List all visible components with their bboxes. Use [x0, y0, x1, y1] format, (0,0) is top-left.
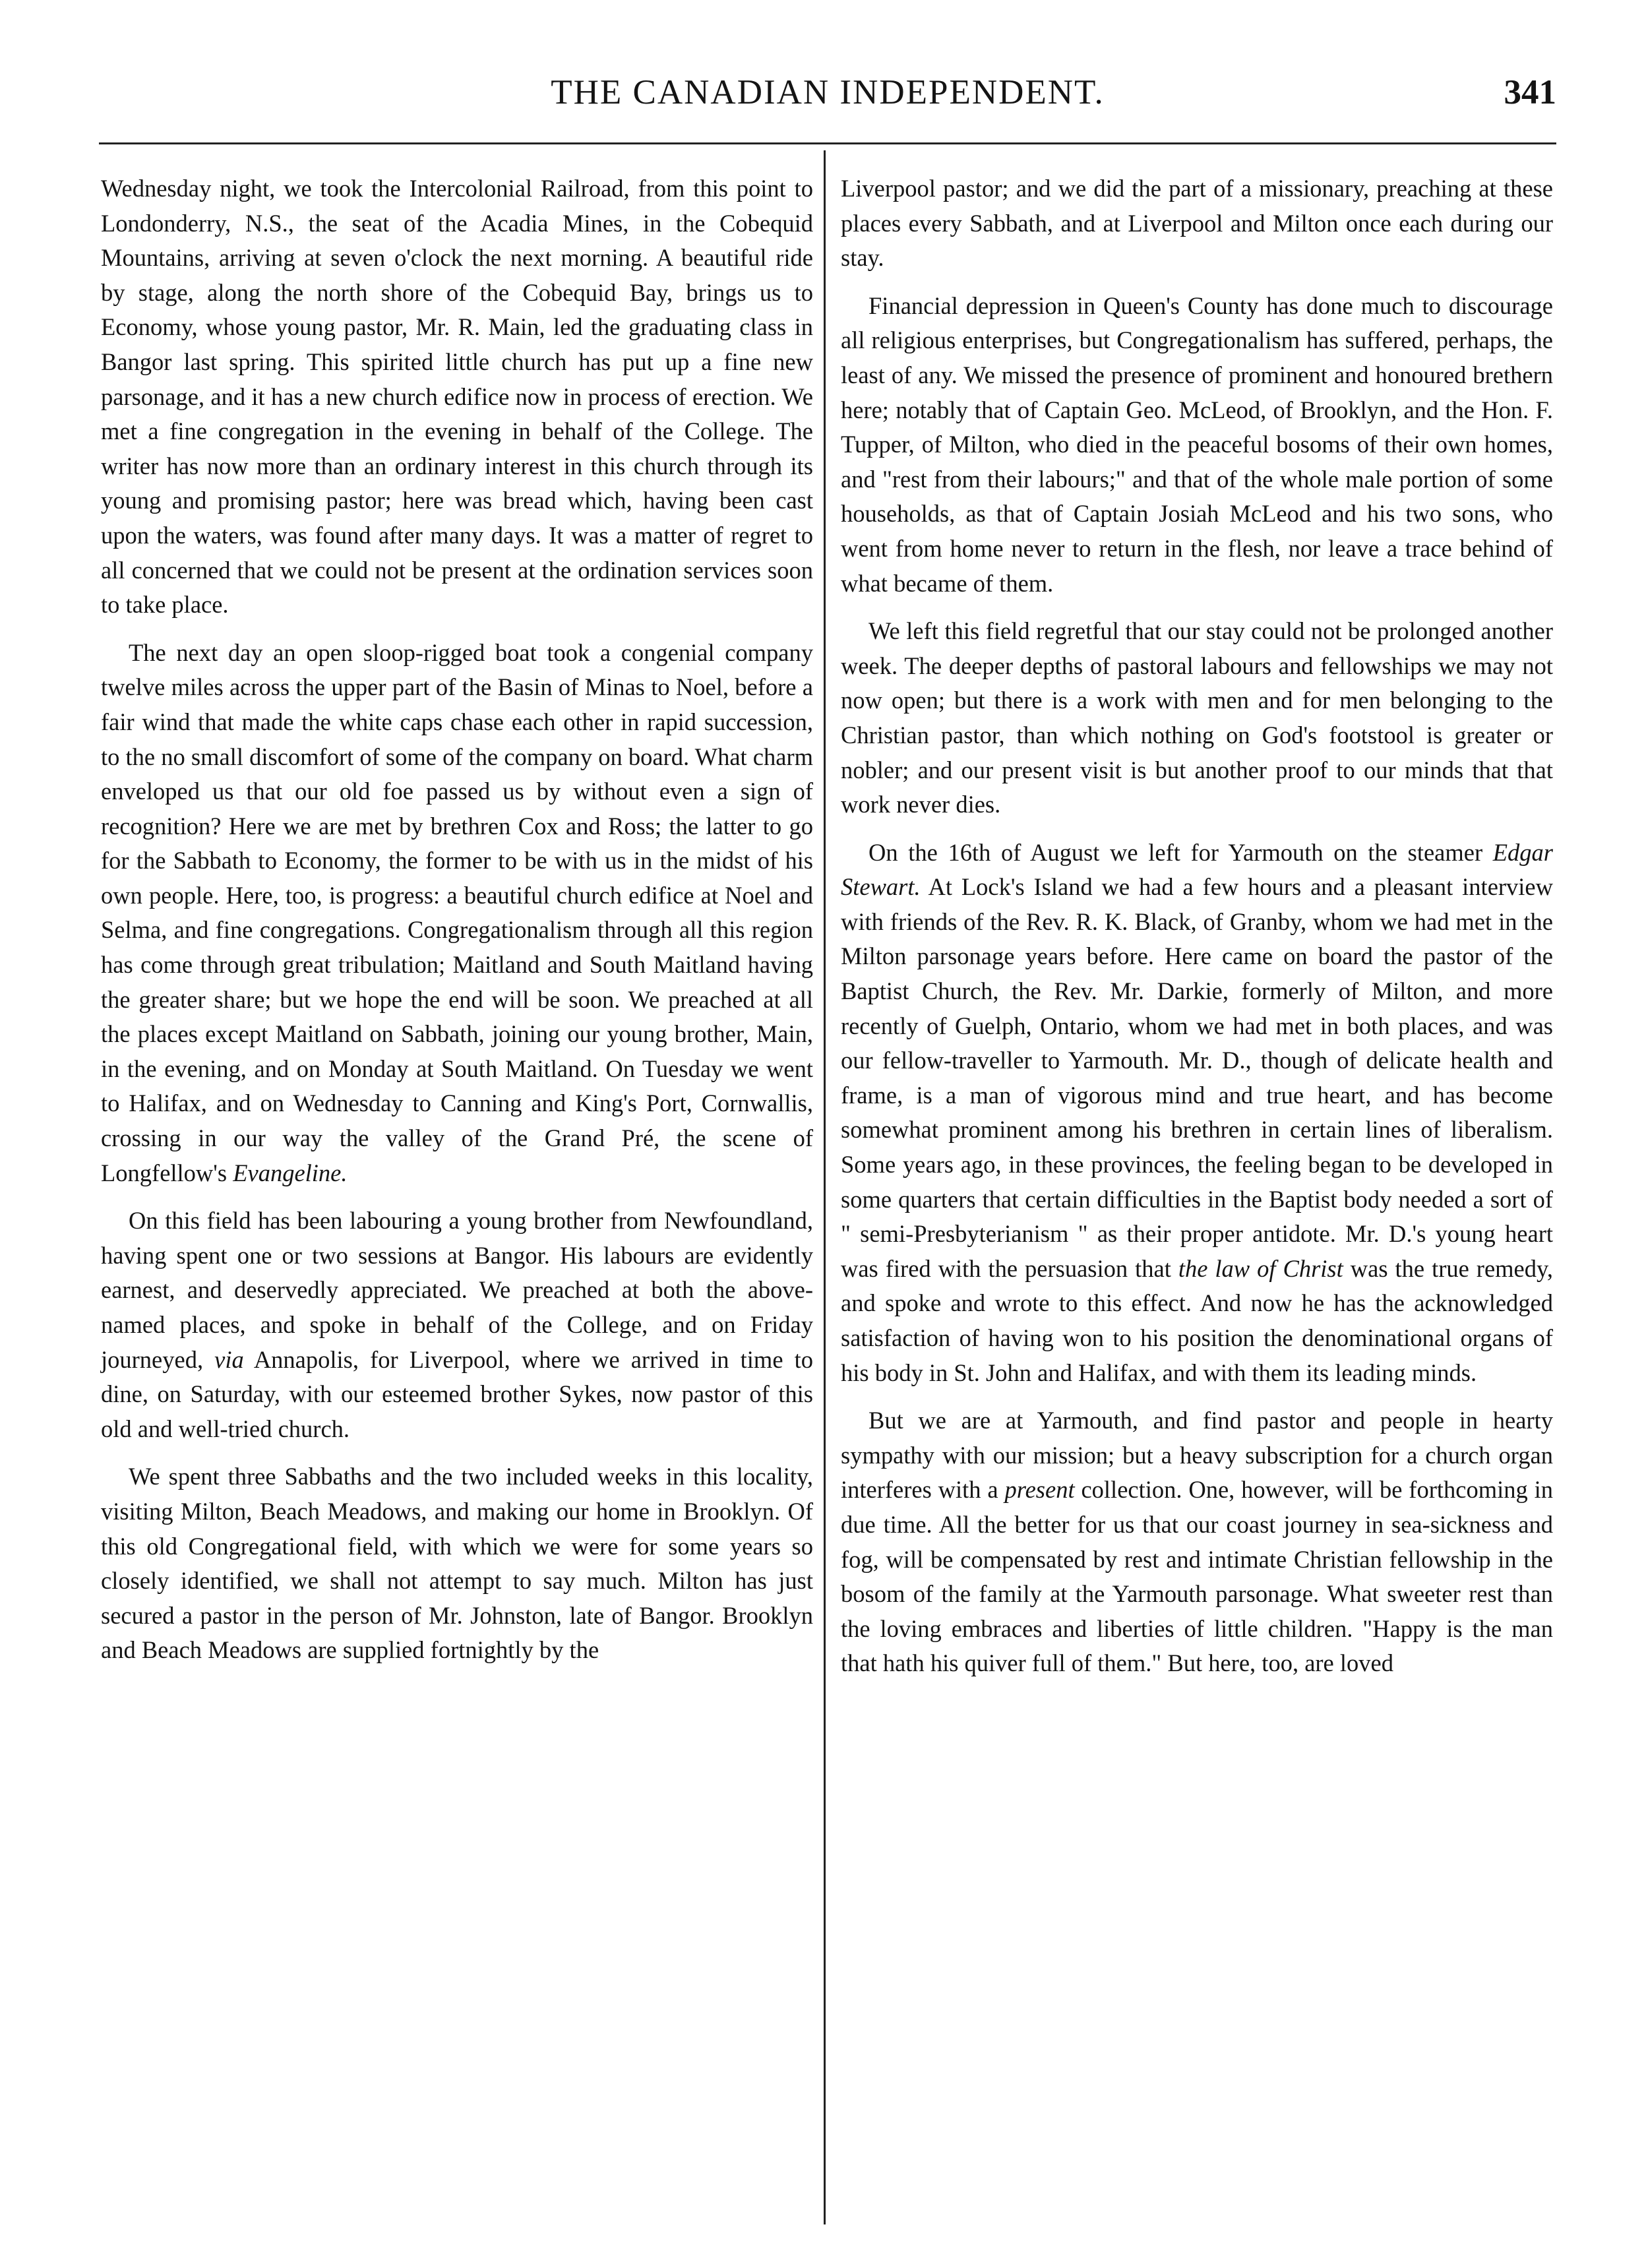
paragraph-text: collection. One, however, will be forthcoming in due time. All the better for us that our coast journey in sea-sickness and fog, will be compensated by rest and intimate Christian fellowship in the bosom of the family at the Yarmouth parsonage. What sweeter rest than the loving embraces and liberties of little children. "Happy is the man that hath his quiver full of them." But here, too, are loved	[841, 1476, 1553, 1677]
running-title: THE CANADIAN INDEPENDENT.	[551, 73, 1105, 111]
paragraph	[101, 1204, 813, 1446]
page-number: 341	[1504, 73, 1556, 111]
paragraph: We left this field regretful that our stay could not be prolonged another week. The deeper depths of pastoral labours and fellowships we may not now open; but there is a work with men and for men belonging to the Christian pastor, than which nothing on God's footstool is greater or nobler; and our present visit is but another proof to our minds that that work never dies.	[841, 617, 1553, 818]
right-column	[841, 171, 1553, 1694]
italic-phrase: the law of Christ	[1178, 1254, 1343, 1282]
paragraph	[841, 1403, 1553, 1681]
italic-word: present	[1004, 1476, 1075, 1504]
paragraph: Wednesday night, we took the Intercolonial Railroad, from this point to Londonderry, N.S., the seat of the Acadia Mines, in the Cobequid Mountains, arriving at seven o'clock the next morning. A beautiful ride by stage, along the north shore of the Cobequid Bay, brings us to Economy, whose young pastor, Mr. R. Main, led the graduating class in Bangor last spring. This spirited little church has put up a fine new parsonage, and it has a new church edifice now in process of erection. We met a fine congregation in the evening in behalf of the College. The writer has now more than an ordinary interest in this church through its young and promising pastor; here was bread which, having been cast upon the waters, was found after many days. It was a matter of regret to all concerned that we could not be present at the ordination services soon to take place.	[101, 175, 813, 619]
paragraph-text: The next day an open sloop-rigged boat took a congenial company twelve miles across the upper part of the Basin of Minas to Noel, before a fair wind that made the white caps chase each other in rapid succession, to the no small discomfort of some of the company on board. What charm enveloped us that our old foe passed us by without even a sign of recognition? Here we are met by brethren Cox and Ross; the latter to go for the Sabbath to Economy, the former to be with us in the midst of his own people. Here, too, is progress: a beautiful church edifice at Noel and Selma, and fine congregations. Congregationalism through all this region has come through great tribulation; Maitland and South Maitland having the greater share; but we hope the end will be soon. We preached at all the places except Maitland on Sabbath, joining our young brother, Main, in the evening, and on Monday at South Maitland. On Tuesday we went to Halifax, and on Wednesday to Canning and King's Port, Cornwallis, crossing in our way the valley of the Grand Pré, the scene of Longfellow's	[101, 638, 813, 1186]
paragraph: Financial depression in Queen's County has done much to discourage all religious enterprises, but Congregationalism has suffered, perhaps, the least of any. We missed the presence of prominent and honoured brethern here; notably that of Captain Geo. McLeod, of Brooklyn, and the Hon. F. Tupper, of Milton, who died in the peaceful bosoms of their own homes, and "rest from their labours;" and that of the whole male portion of some households, as that of Captain Josiah McLeod and his two sons, who went from home never to return in the flesh, nor leave a trace behind of what became of them.	[841, 291, 1553, 597]
paragraph	[101, 636, 813, 1191]
paragraph-text: On this field has been labouring a young brother from Newfoundland, having spent one or two sessions at Bangor. His labours are evidently earnest, and deservedly appreciated. We preached at both the above-named places, and spoke in behalf of the College, and on Friday journeyed,	[101, 1207, 813, 1373]
italic-ship-name: Edgar Stewart.	[841, 838, 1553, 901]
paragraph-text: On the 16th of August we left for Yarmouth on the steamer	[869, 838, 1493, 866]
paragraph-text: But we are at Yarmouth, and find pastor and people in hearty sympathy with our mission; but a heavy subscription for a church organ interferes with a	[841, 1407, 1553, 1504]
left-column	[101, 171, 813, 1681]
column-divider	[824, 150, 826, 2224]
paragraph: Liverpool pastor; and we did the part of a missionary, preaching at these places every Sabbath, and at Liverpool and Milton once each during our stay.	[841, 175, 1553, 272]
paragraph: We spent three Sabbaths and the two included weeks in this locality, visiting Milton, Beach Meadows, and making our home in Brooklyn. Of this old Congregational field, with which we were for some years so closely identified, we shall not attempt to say much. Milton has just secured a pastor in the person of Mr. Johnston, late of Bangor. Brooklyn and Beach Meadows are supplied fortnightly by the	[101, 1463, 813, 1664]
paragraph	[841, 836, 1553, 1391]
italic-term: via	[214, 1345, 244, 1373]
paragraph-text: was the true remedy, and spoke and wrote to this effect. And now he has the acknowledged satisfaction of having won to his position the denominational organs of his body in St. John and Halifax, and with them its leading minds.	[841, 1254, 1553, 1386]
running-head	[99, 66, 1556, 119]
italic-title: Evangeline.	[233, 1159, 348, 1186]
header-rule	[99, 142, 1556, 144]
paragraph-text: At Lock's Island we had a few hours and a pleasant interview with friends of the Rev. R. K. Black, of Granby, whom we had met in the Milton parsonage years before. Here came on board the pastor of the Baptist Church, the Rev. Mr. Darkie, formerly of Milton, and more recently of Guelph, Ontario, whom we had met in both places, and was our fellow-traveller to Yarmouth. Mr. D., though of delicate health and frame, is a man of vigorous mind and true heart, and has become somewhat prominent among his brethren in certain lines of liberalism. Some years ago, in these provinces, the feeling began to be developed in some quarters that certain difficulties in the Baptist body needed a sort of " semi-Presbyterianism " as their proper antidote. Mr. D.'s young heart was fired with the persuasion that	[841, 873, 1553, 1282]
paragraph-text: Annapolis, for Liverpool, where we arrived in time to dine, on Saturday, with our esteemed brother Sykes, now pastor of this old and well-tried church.	[101, 1345, 813, 1442]
